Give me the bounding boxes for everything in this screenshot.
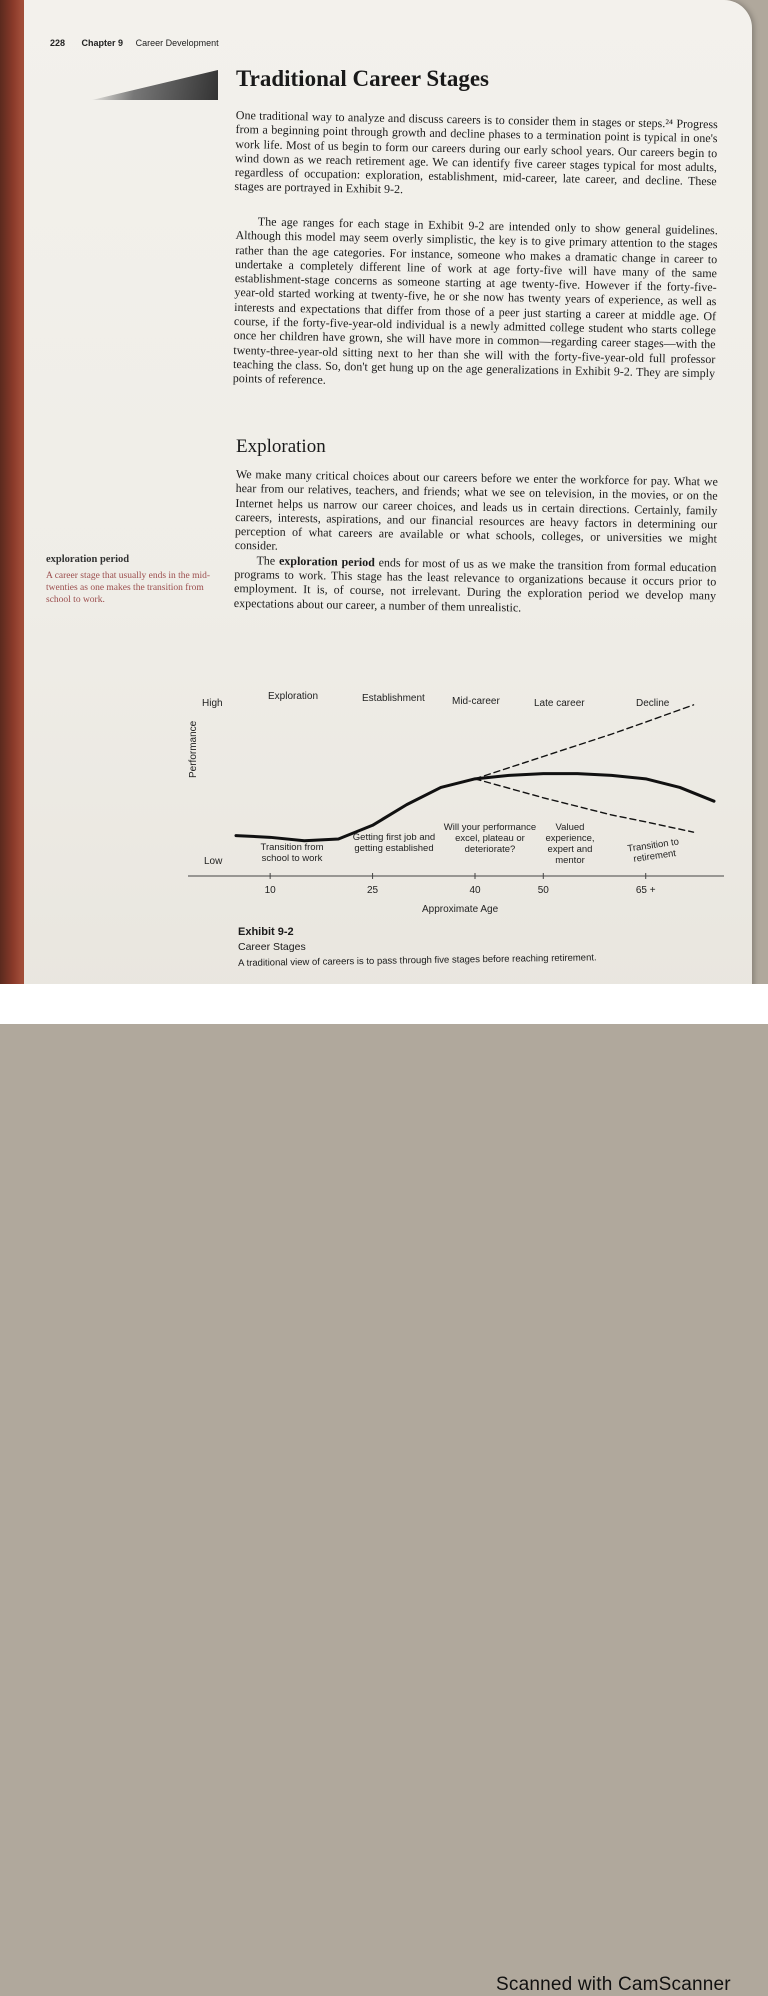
annotation: Getting first job and getting established [352,832,436,854]
section-paragraph-1 [234,108,718,203]
exhibit-description: A traditional view of careers is to pass through five stages before reaching retirement. [238,952,597,969]
exploration-paragraph-1: We make many critical choices about our careers before we enter the workforce for pay. What we hear from our relatives, teachers, and friends; what we see on television, in the movies, or on the Internet helps us narrow our career choices, and leads us in certain directions. Certainly, family careers, interests, aspirations, and our financial resources are heavy factors in determining our perception of what careers are available or what schools, colleges, or universities we might consider. [234,467,718,554]
annotation: Valued experience, expert and mentor [545,822,595,866]
stage-label: Mid-career [452,696,500,707]
x-tick-label: 65 + [635,885,656,896]
text-run: ends for most of us as we make the transition from formal education programs to work. This stage has the least relevance to organizations because it occurs prior to employment. It is, of course, not irrelevant. During the exploration period we develop many expectations about our career, a number of them unrealistic. [233,554,717,615]
chapter-title: Career Development [135,38,219,48]
section-title: Traditional Career Stages [236,66,489,91]
chapter-label: Chapter 9 [81,38,124,48]
subsection-title: Exploration [236,436,326,457]
stage-label: Exploration [268,691,319,702]
running-head [50,38,219,48]
x-tick-label: 25 [367,885,379,896]
x-tick-label: 50 [537,885,549,896]
exhibit-subtitle: Career Stages [238,941,306,953]
paragraph-text: One traditional way to analyze and discuss careers is to consider them in stages or steps.²⁴ Progress from a beginning point through growth and decline phases to a termination point is typical in one's work life. Most of us begin to form our careers during our early school years. Our careers begin to wind down as we reach retirement age. We can identify five career stages typical for most adults, regardless of occupation: exploration, establishment, mid-career, late career, and decline. These stages are portrayed in Exhibit 9-2. [234,108,718,197]
scanner-footer [0,984,768,1995]
x-tick-label: 40 [469,885,481,896]
page-number: 228 [50,38,66,48]
stage-label: Decline [636,698,670,709]
y-level-low: Low [204,856,223,867]
book-spine [0,0,24,1024]
text-run: The [256,553,280,568]
y-axis-label: Performance [188,720,199,778]
decorative-bar [92,70,218,100]
career-stages-chart [24,680,752,920]
margin-definition: A career stage that usually ends in the mid-twenties as one makes the transition from school to work. [46,571,211,605]
exhibit-title: Exhibit 9-2 [238,926,294,938]
section-paragraph-2 [233,214,718,395]
book-page [24,0,752,1000]
scanner-watermark: Scanned with CamScanner [496,1974,731,1995]
exhibit-chart [24,680,752,980]
y-level-high: High [202,698,223,709]
annotation: Will your performance excel, plateau or deteriorate? [443,822,537,855]
annotation: Transition to retirement [626,836,680,865]
x-tick-label: 10 [264,885,276,896]
stage-label: Late career [534,698,585,709]
exploration-paragraph-2 [234,553,717,618]
annotation: Transition from school to work [260,842,324,864]
x-axis-label: Approximate Age [422,904,499,915]
key-term: exploration period [278,553,375,569]
exploration-body [234,467,718,618]
projection-line-1 [475,705,694,779]
margin-term: exploration period [46,554,130,565]
paragraph-text: The age ranges for each stage in Exhibit 9-2 are intended only to show general guidelines. Although this model may seem overly simplistic, the key is to give primary attention to the stages rather than the age categories. For instance, someone who makes a dramatic change in career to undertake a completely different line of work at age forty-five will have many of the same establishment-stage concerns as someone starting at age twenty-five. However if the forty-five-year-old started working at twenty-five, he or she now has twenty years of experience, as well as interests and expectations that differ from those of a peer just starting a career at middle age. Of course, if the forty-five-year-old individual is a newly admitted college student who starts college once her children have grown, she will have more in common—regarding career stages—with the twenty-three-year-old sitting next to her than she will with the forty-five-year-old full professor teaching the class. So, don't get hung up on the age generalizations in Exhibit 9-2. They are simply points of reference. [232,214,718,388]
stage-label: Establishment [362,693,425,704]
